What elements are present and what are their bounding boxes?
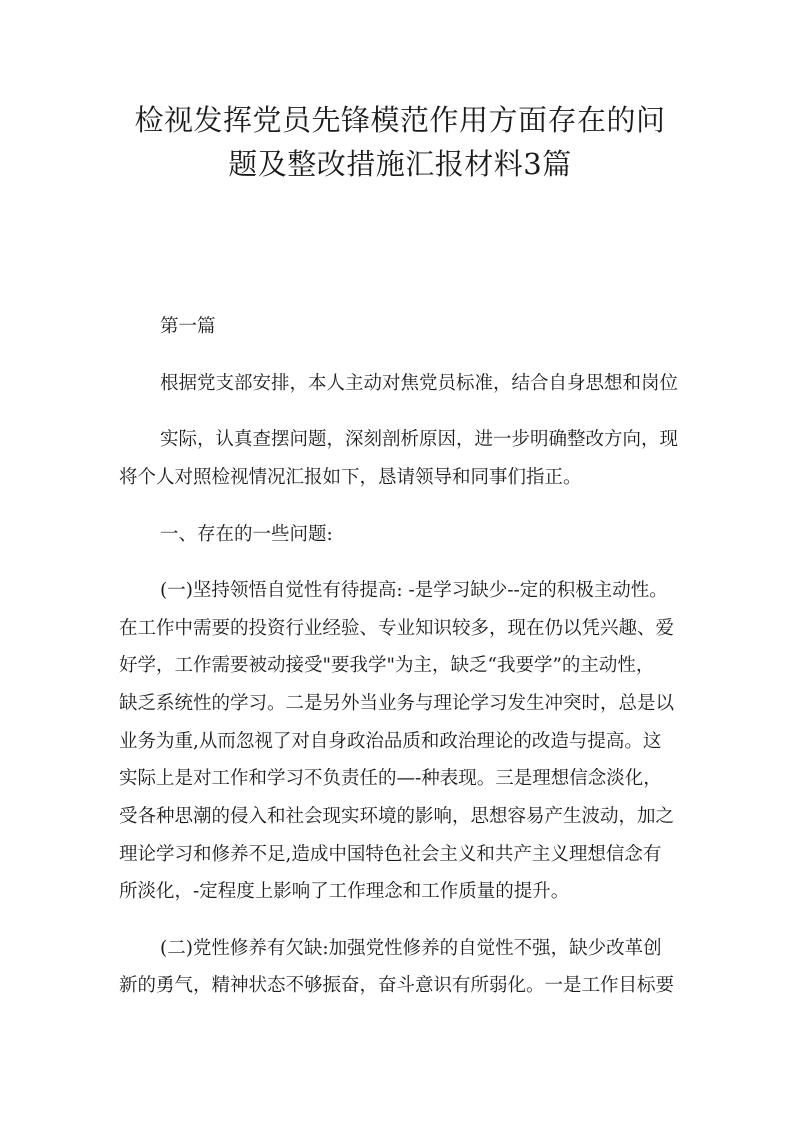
intro-line-3: 将个人对照检视情况汇报如下，恳请领导和同事们指正。 xyxy=(119,467,582,488)
paragraph-1-line-9: 所淡化，-定程度上影响了工作理念和工作质量的提升。 xyxy=(119,881,570,902)
document-title-line-2: 题及整改措施汇报材料3篇 xyxy=(228,147,572,181)
paragraph-1-line-3: 好学，工作需要被动接受"要我学"为主，缺乏“我要学”的主动性， xyxy=(119,655,655,676)
paragraph-1-line-4: 缺乏系统性的学习。二是另外当业务与理论学习发生冲突时，总是以 xyxy=(119,693,675,714)
intro-line-2: 实际，认真查摆问题，深刻剖析原因，进一步明确整改方向，现 xyxy=(160,429,679,450)
paragraph-1-line-7: 受各种思潮的侵入和社会现实环境的影响，思想容易产生波动，加之 xyxy=(119,806,675,827)
paragraph-2-line-1: (二)党性修养有欠缺:加强党性修养的自觉性不强，缺少改革创 xyxy=(160,938,662,959)
paragraph-1-line-8: 理论学习和修养不足,造成中国特色社会主义和共产主义理想信念有 xyxy=(119,844,662,865)
section-heading: 一、存在的一些问题: xyxy=(160,524,333,545)
paragraph-1-line-5: 业务为重,从而忽视了对自身政治品质和政治理论的改造与提高。这 xyxy=(119,731,662,752)
paragraph-1-line-6: 实际上是对工作和学习不负责任的—-种表现。三是理想信念淡化， xyxy=(119,768,662,789)
document-title-line-1: 检视发挥党员先锋模范作用方面存在的问 xyxy=(134,103,666,137)
intro-line-1: 根据党支部安排，本人主动对焦党员标准，结合自身思想和岗位 xyxy=(160,373,679,394)
paragraph-1-line-1: (一)坚持领悟自觉性有待提高: -是学习缺少--定的积极主动性。 xyxy=(160,580,668,601)
paragraph-2-line-2: 新的勇气，精神状态不够振奋，奋斗意识有所弱化。一是工作目标要 xyxy=(119,975,675,996)
section-label: 第一篇 xyxy=(160,316,216,337)
paragraph-1-line-2: 在工作中需要的投资行业经验、专业知识较多，现在仍以凭兴趣、爱 xyxy=(119,618,675,639)
